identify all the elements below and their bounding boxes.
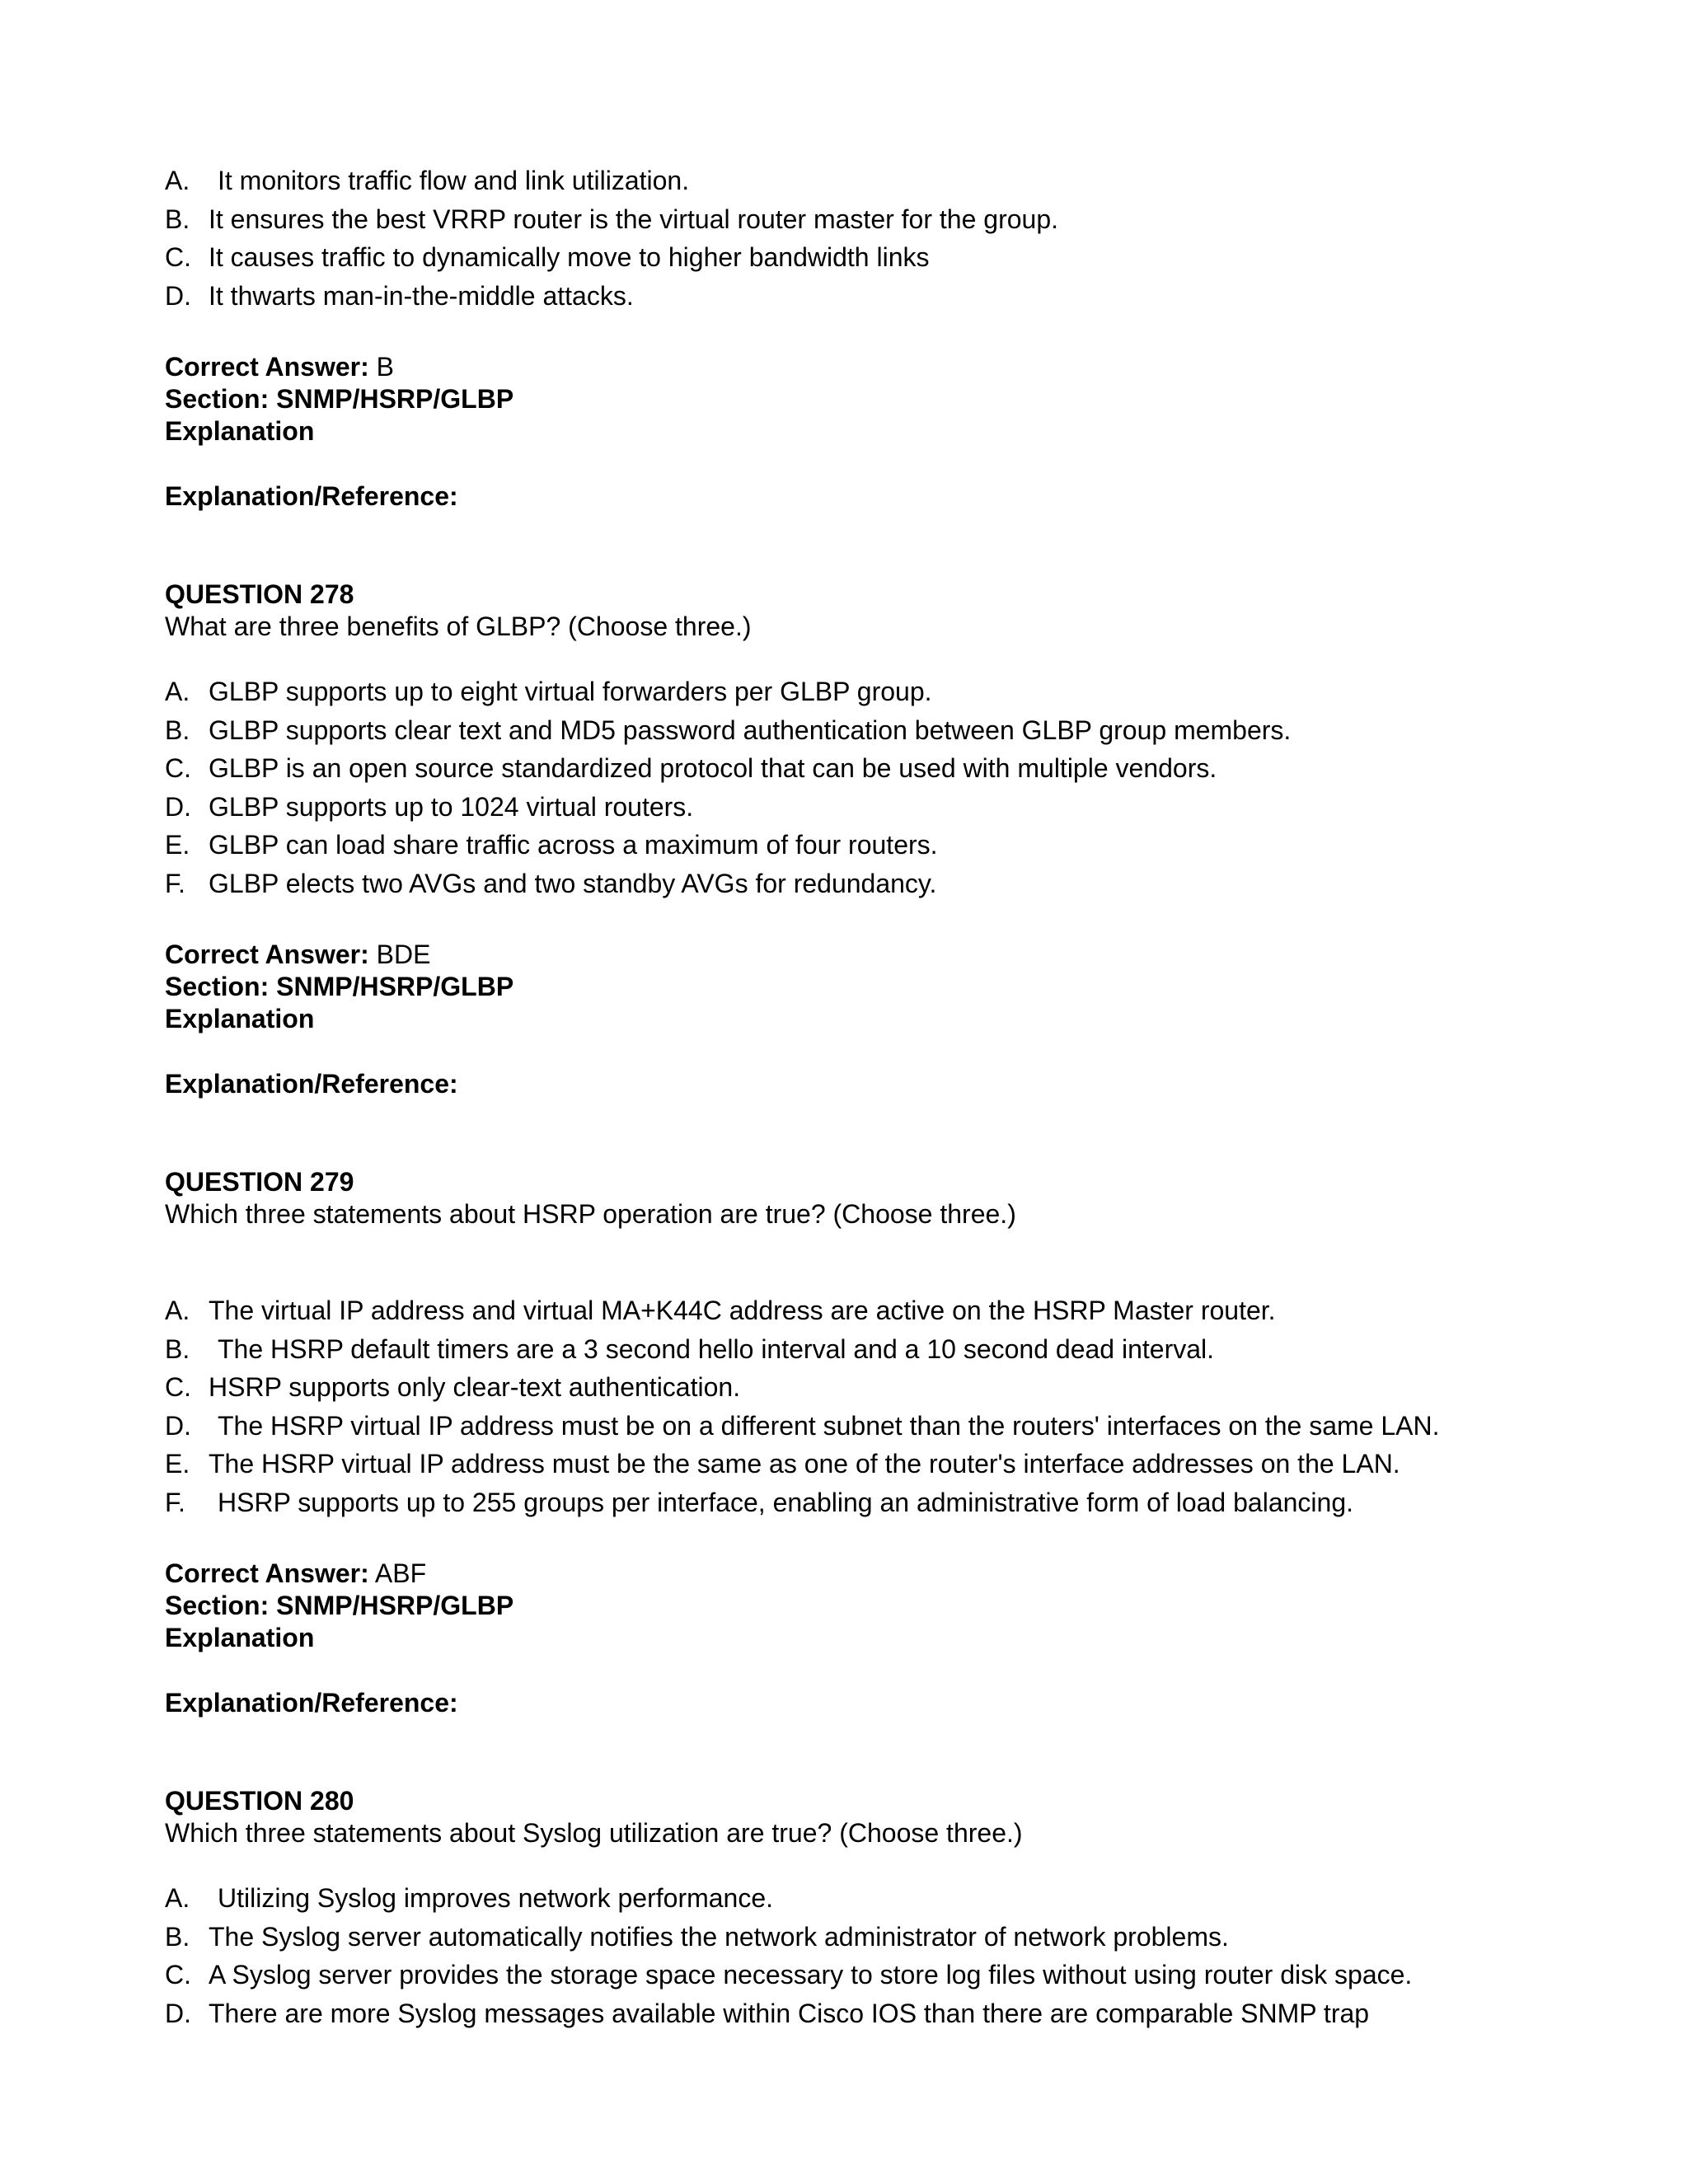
question-text: What are three benefits of GLBP? (Choose three.) [165,612,752,641]
explanation-reference-label: Explanation/Reference: [165,1688,458,1718]
explanation-label: Explanation [165,1004,315,1033]
question-278-options [165,673,1533,902]
correct-answer: Correct Answer: BDE [165,940,431,969]
explanation-label: Explanation [165,416,315,446]
section-label: Section: SNMP/HSRP/GLBP [165,1591,514,1620]
option-c: C. It causes traffic to dynamically move to higher bandwidth links [165,242,930,272]
explanation-reference-label: Explanation/Reference: [165,1069,458,1099]
question-title: QUESTION 278 [165,579,354,609]
section-label: Section: SNMP/HSRP/GLBP [165,972,514,1001]
option-e: E. The HSRP virtual IP address must be the same as one of the router's interface addresses on the LAN. [165,1449,1400,1479]
option-b: B. GLBP supports clear text and MD5 password authentication between GLBP group members. [165,715,1292,745]
option-b: B. The HSRP default timers are a 3 second hello interval and a 10 second dead interval. [165,1333,1215,1364]
question-280-options [165,1879,1533,2032]
option-c: C. HSRP supports only clear-text authentication. [165,1372,741,1402]
option-f: F. HSRP supports up to 255 groups per interface, enabling an administrative form of load balancing. [165,1487,1353,1517]
option-d: D. The HSRP virtual IP address must be on a different subnet than the routers' interfaces on the same LAN. [165,1410,1440,1441]
question-title: QUESTION 280 [165,1786,354,1816]
option-b: B. It ensures the best VRRP router is the virtual router master for the group. [165,204,1058,234]
option-b: B. The Syslog server automatically notifies the network administrator of network problems. [165,1921,1229,1952]
question-text: Which three statements about HSRP operation are true? (Choose three.) [165,1199,1016,1229]
explanation-reference-label: Explanation/Reference: [165,481,458,511]
option-a: A. It monitors traffic flow and link utilization. [165,166,690,195]
document-page [165,162,1533,2032]
correct-answer: Correct Answer: ABF [165,1558,427,1588]
question-title: QUESTION 279 [165,1167,354,1197]
option-e: E. GLBP can load share traffic across a maximum of four routers. [165,830,938,860]
question-text: Which three statements about Syslog utilization are true? (Choose three.) [165,1818,1023,1848]
explanation-label: Explanation [165,1623,315,1652]
question-277-options [165,162,1533,315]
option-d: D. It thwarts man-in-the-middle attacks. [165,280,634,311]
option-a: A. The virtual IP address and virtual MA+K44C address are active on the HSRP Master router. [165,1296,1276,1325]
option-a: A. GLBP supports up to eight virtual forwarders per GLBP group. [165,677,932,706]
section-label: Section: SNMP/HSRP/GLBP [165,384,514,414]
option-a: A. Utilizing Syslog improves network performance. [165,1883,774,1913]
question-279-options [165,1291,1533,1521]
option-c: C. A Syslog server provides the storage space necessary to store log files without using router disk space. [165,1960,1413,1990]
option-d: D. There are more Syslog messages available within Cisco IOS than there are comparable SNMP trap [165,1998,1370,2028]
correct-answer: Correct Answer: B [165,352,394,382]
option-d: D. GLBP supports up to 1024 virtual routers. [165,791,694,822]
option-f: F. GLBP elects two AVGs and two standby AVGs for redundancy. [165,868,937,898]
option-c: C. GLBP is an open source standardized protocol that can be used with multiple vendors. [165,753,1217,783]
